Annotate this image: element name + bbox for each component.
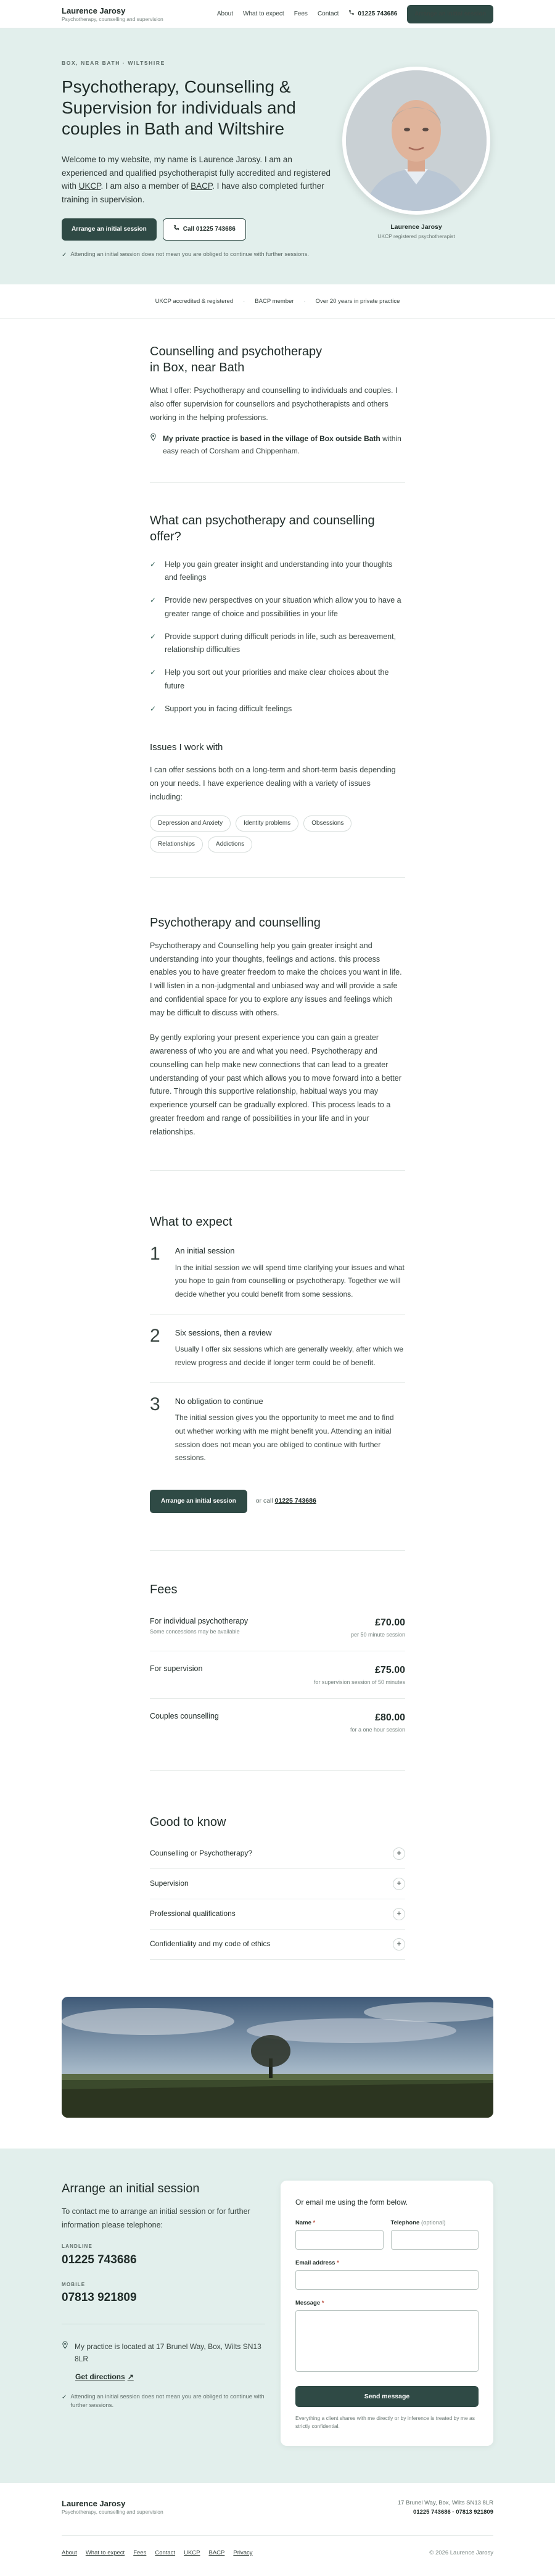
hero-arrange-button[interactable]: Arrange an initial session <box>62 218 157 241</box>
footer-brand-name: Laurence Jarosy <box>62 2499 126 2509</box>
footer-address: 17 Brunel Way, Box, Wilts SN13 8LR <box>397 2500 493 2507</box>
list-item <box>150 630 405 657</box>
landline-number[interactable]: 01225 743686 <box>62 2253 137 2267</box>
location-note <box>150 432 405 458</box>
hero-intro <box>62 153 333 206</box>
divider <box>150 877 405 878</box>
step-item <box>150 1245 405 1315</box>
required-marker: * <box>313 2219 316 2226</box>
fee-row <box>150 1699 405 1746</box>
header-phone-number: 01225 743686 <box>358 10 398 17</box>
offer-section <box>0 502 555 896</box>
issue-tag: Identity problems <box>236 815 298 832</box>
faq-question: Counselling or Psychotherapy? <box>150 1849 253 1858</box>
name-label-text: Name <box>295 2219 311 2226</box>
message-label-text: Message <box>295 2300 321 2307</box>
faq-item[interactable] <box>150 1899 405 1930</box>
faq-item[interactable] <box>150 1869 405 1899</box>
email-label <box>295 2258 479 2268</box>
required-marker: * <box>337 2260 339 2267</box>
footer-link-bacp[interactable]: BACP <box>208 2549 225 2556</box>
bacp-link[interactable]: BACP <box>191 181 213 191</box>
steps <box>150 1245 405 1477</box>
phone-label <box>391 2218 479 2227</box>
landscape-photo <box>62 1997 493 2118</box>
divider <box>150 1170 405 1171</box>
email-label-text: Email address <box>295 2260 335 2267</box>
issue-tag: Relationships <box>150 836 203 852</box>
contact-form <box>281 2181 493 2446</box>
trust-item: Over 20 years in private practice <box>315 298 400 305</box>
list-item <box>150 666 405 693</box>
trust-item: UKCP accredited & registered <box>155 298 234 305</box>
issue-tag: Obsessions <box>303 815 352 832</box>
header-cta-button[interactable]: Arrange an initial session <box>407 5 493 23</box>
get-directions-link[interactable] <box>75 2371 134 2383</box>
plus-icon[interactable]: + <box>393 1847 405 1860</box>
address-text: My practice is located at 17 Brunel Way, Box, Wilts SN13 8LR <box>75 2342 261 2364</box>
plus-icon[interactable]: + <box>393 1938 405 1951</box>
fees-list <box>150 1604 405 1746</box>
step-text: The initial session gives you the opportunity to meet me and to find out whether working with me might benefit you. Attending an initial session does not mean you are obliged to continue with further sessions. <box>175 1413 394 1463</box>
phone-label-text: Telephone <box>390 2219 420 2226</box>
divider <box>150 1770 405 1771</box>
issues-title: Issues I work with <box>150 742 223 753</box>
telephone-field[interactable] <box>391 2230 479 2250</box>
plus-icon[interactable]: + <box>393 1908 405 1920</box>
contact-text: To contact me to arrange an initial session or for further information please telephone: <box>62 2207 250 2229</box>
send-message-button[interactable]: Send message <box>295 2386 479 2407</box>
step-number: 1 <box>150 1243 160 1264</box>
trust-bar <box>0 284 555 319</box>
location-rest: within easy reach of Corsham and Chippenham. <box>163 434 401 456</box>
hero-title: Psychotherapy, Counselling & Supervision for individuals and couples in Bath and Wiltshire <box>62 76 296 138</box>
check-icon: ✓ <box>150 559 157 569</box>
footer-link-what-to-expect[interactable]: What to expect <box>85 2549 125 2556</box>
divider <box>150 482 405 483</box>
header-phone-link[interactable] <box>348 9 397 19</box>
check-icon: ✓ <box>150 668 157 677</box>
step-title: No obligation to continue <box>175 1396 263 1406</box>
hero-call-label: Call 01225 743686 <box>183 226 236 233</box>
hero <box>0 28 555 284</box>
faq-question: Professional qualifications <box>150 1909 236 1918</box>
hero-eyebrow: BOX, NEAR BATH · WILTSHIRE <box>62 60 165 66</box>
phone-icon <box>173 225 179 234</box>
hero-note <box>62 250 333 260</box>
fee-price: £75.00 <box>375 1664 405 1675</box>
check-icon: ✓ <box>150 596 157 605</box>
mobile-number[interactable]: 07813 921809 <box>62 2291 137 2305</box>
fee-row <box>150 1604 405 1651</box>
fee-note: for supervision session of 50 minutes <box>313 1679 405 1686</box>
expect-arrange-button[interactable]: Arrange an initial session <box>150 1490 247 1513</box>
email-field[interactable] <box>295 2270 479 2290</box>
portrait-name: Laurence Jarosy <box>390 223 442 231</box>
step-title: Six sessions, then a review <box>175 1327 272 1337</box>
separator: · <box>303 298 306 305</box>
issue-tag: Addictions <box>208 836 252 852</box>
message-label <box>295 2298 479 2308</box>
pc-title: Psychotherapy and counselling <box>150 915 321 930</box>
list-item-text: Provide support during difficult periods in life, such as bereavement, relationship difficulties <box>165 632 397 654</box>
faq-question: Confidentiality and my code of ethics <box>150 1939 271 1949</box>
fees-section <box>0 1569 555 1790</box>
divider <box>150 1550 405 1551</box>
offer-list <box>150 558 405 716</box>
fee-name: For supervision <box>150 1664 203 1673</box>
fee-price: £80.00 <box>375 1712 405 1723</box>
pc-section <box>0 896 555 1189</box>
message-field[interactable] <box>295 2310 479 2372</box>
footer-phones: 01225 743686 · 07813 921809 <box>413 2508 493 2516</box>
footer-links <box>62 2548 253 2557</box>
list-item-text: Provide new perspectives on your situation which allow you to have a greater range of choice and possibilities in your life <box>165 596 401 618</box>
map-pin-icon <box>150 432 157 458</box>
contact-section <box>0 2149 555 2483</box>
faq-section <box>0 1790 555 1978</box>
brand-name: Laurence Jarosy <box>62 6 126 16</box>
brand[interactable] <box>62 6 163 22</box>
faq-title: Good to know <box>150 1815 226 1829</box>
get-directions-label: Get directions <box>75 2372 125 2381</box>
contact-note-text: Attending an initial session does not mean you are obliged to continue with further sessions. <box>70 2393 265 2409</box>
check-icon: ✓ <box>62 252 67 259</box>
expect-section <box>0 1189 555 1569</box>
footer-link-privacy[interactable]: Privacy <box>233 2549 253 2556</box>
trust-item: BACP member <box>255 298 294 305</box>
issue-tag: Depression and Anxiety <box>150 815 231 832</box>
main-nav <box>217 5 493 23</box>
footer-link-about[interactable]: About <box>62 2549 77 2556</box>
name-field[interactable] <box>295 2230 384 2250</box>
hero-intro-part-2: . I am also a member of <box>101 181 191 191</box>
or-call-text: or call <box>255 1497 273 1505</box>
hero-intro-part-1: Welcome to my website, my name is Laurence Jarosy. I am an experienced and qualified psychotherapist fully accredited and registered with <box>62 155 331 191</box>
external-link-icon: ↗ <box>127 2372 134 2381</box>
contact-note <box>62 2393 265 2411</box>
nav-contact[interactable]: Contact <box>317 10 339 17</box>
list-item <box>150 703 405 716</box>
site-footer <box>0 2483 555 2576</box>
hero-note-text: Attending an initial session does not mean you are obliged to continue with further sessions. <box>70 251 309 258</box>
faq-item[interactable] <box>150 1839 405 1869</box>
copyright: © 2026 Laurence Jarosy <box>429 2549 493 2556</box>
pc-paragraph-2: By gently exploring your present experience you can gain a greater awareness of who you are and what you need. Psychotherapy and counselling can help make new connections that can lead to a greater understanding of your past which allows you to move forward into a better future. Through this supportive relationship, habitual ways you may experience yourself can be gradually explored. This process leads to a greater freedom and range of possibilities in your life and in your relationships. <box>150 1033 401 1137</box>
name-label <box>295 2218 384 2227</box>
expect-cta-row <box>150 1490 405 1513</box>
footer-link-contact[interactable]: Contact <box>155 2549 176 2556</box>
nav-fees[interactable]: Fees <box>294 10 308 17</box>
check-icon: ✓ <box>150 632 157 641</box>
list-item-text: Support you in facing difficult feelings <box>165 704 292 713</box>
step-item <box>150 1327 405 1383</box>
list-item-text: Help you sort out your priorities and make clear choices about the future <box>165 668 389 690</box>
step-title: An initial session <box>175 1245 235 1255</box>
list-item-text: Help you gain greater insight and understanding into your thoughts and feelings <box>165 559 393 582</box>
site-header <box>0 0 555 28</box>
location-bold: My private practice is based in the village of Box outside Bath <box>163 434 380 444</box>
contact-address <box>62 2340 265 2366</box>
step-text: Usually I offer six sessions which are generally weekly, after which we review progress and decide if longer term could be of benefit. <box>175 1345 404 1367</box>
step-item <box>150 1395 405 1477</box>
fee-row <box>150 1651 405 1699</box>
step-text: In the initial session we will spend time clarifying your issues and what you hope to gain from counselling or psychotherapy. Together we will decide whether you could benefit from some sessions. <box>175 1263 405 1298</box>
nav-what-to-expect[interactable]: What to expect <box>243 10 284 17</box>
footer-link-fees[interactable]: Fees <box>133 2549 147 2556</box>
offer-title: What can psychotherapy and counselling offer? <box>150 513 375 543</box>
fee-name: Couples counselling <box>150 1711 219 1720</box>
brand-subtitle: Psychotherapy, counselling and supervision <box>62 15 163 22</box>
plus-icon[interactable]: + <box>393 1878 405 1890</box>
intro-title: Counselling and psychotherapy in Box, near Bath <box>150 345 323 375</box>
phone-icon <box>348 9 355 19</box>
footer-brand-subtitle: Psychotherapy, counselling and supervision <box>62 2508 163 2515</box>
ukcp-link[interactable]: UKCP <box>78 181 101 191</box>
pc-paragraph-1: Psychotherapy and Counselling help you gain greater insight and understanding into your thoughts, feelings and actions. this process enables you to have greater freedom to make the choices you want in life. I will listen in a non-judgmental and unbiased way and will provide a safe and confidential space for you to explore any issues and feelings which may be difficult to discuss with others. <box>150 941 402 1018</box>
form-title: Or email me using the form below. <box>295 2197 408 2207</box>
fee-note: per 50 minute session <box>350 1632 405 1638</box>
fee-name: For individual psychotherapy <box>150 1616 249 1625</box>
landline-label: LANDLINE <box>62 2244 93 2250</box>
faq-question: Supervision <box>150 1879 189 1888</box>
issue-tags <box>150 815 384 852</box>
mobile-label: MOBILE <box>62 2281 86 2287</box>
map-pin-icon <box>62 2340 68 2366</box>
faq-list <box>150 1839 405 1960</box>
intro-text: What I offer: Psychotherapy and counselling to individuals and couples. I also offer supervision for counsellors and psychotherapists and others working in the helping professions. <box>150 386 398 423</box>
intro-section <box>0 319 555 501</box>
check-icon: ✓ <box>150 704 157 713</box>
fee-note: for a one hour session <box>350 1727 405 1733</box>
fee-price: £70.00 <box>375 1617 405 1628</box>
expect-phone-link[interactable]: 01225 743686 <box>274 1497 316 1505</box>
footer-link-ukcp[interactable]: UKCP <box>184 2549 200 2556</box>
contact-title: Arrange an initial session <box>62 2181 200 2195</box>
separator: · <box>243 298 245 305</box>
optional-marker: (optional) <box>421 2219 446 2226</box>
list-item <box>150 594 405 621</box>
step-number: 2 <box>150 1325 160 1346</box>
portrait-role: UKCP registered psychotherapist <box>377 233 455 239</box>
faq-item[interactable] <box>150 1930 405 1960</box>
check-icon: ✓ <box>62 2393 67 2401</box>
expect-title: What to expect <box>150 1215 232 1229</box>
nav-about[interactable]: About <box>216 10 233 17</box>
fees-title: Fees <box>150 1582 178 1596</box>
form-note: Everything a client shares with me directly or by inference is treated by me as strictly confidential. <box>295 2414 475 2429</box>
fee-subtext: Some concessions may be available <box>150 1628 240 1635</box>
step-number: 3 <box>150 1393 160 1414</box>
hero-call-button[interactable] <box>163 218 246 241</box>
issues-text: I can offer sessions both on a long-term and short-term basis depending on your needs. I have experience dealing with a variety of issues including: <box>150 766 396 801</box>
required-marker: * <box>321 2300 324 2307</box>
hero-intro-part-3: . I have also completed further training in supervision. <box>62 181 324 204</box>
list-item <box>150 558 405 585</box>
portrait-photo <box>342 67 490 215</box>
